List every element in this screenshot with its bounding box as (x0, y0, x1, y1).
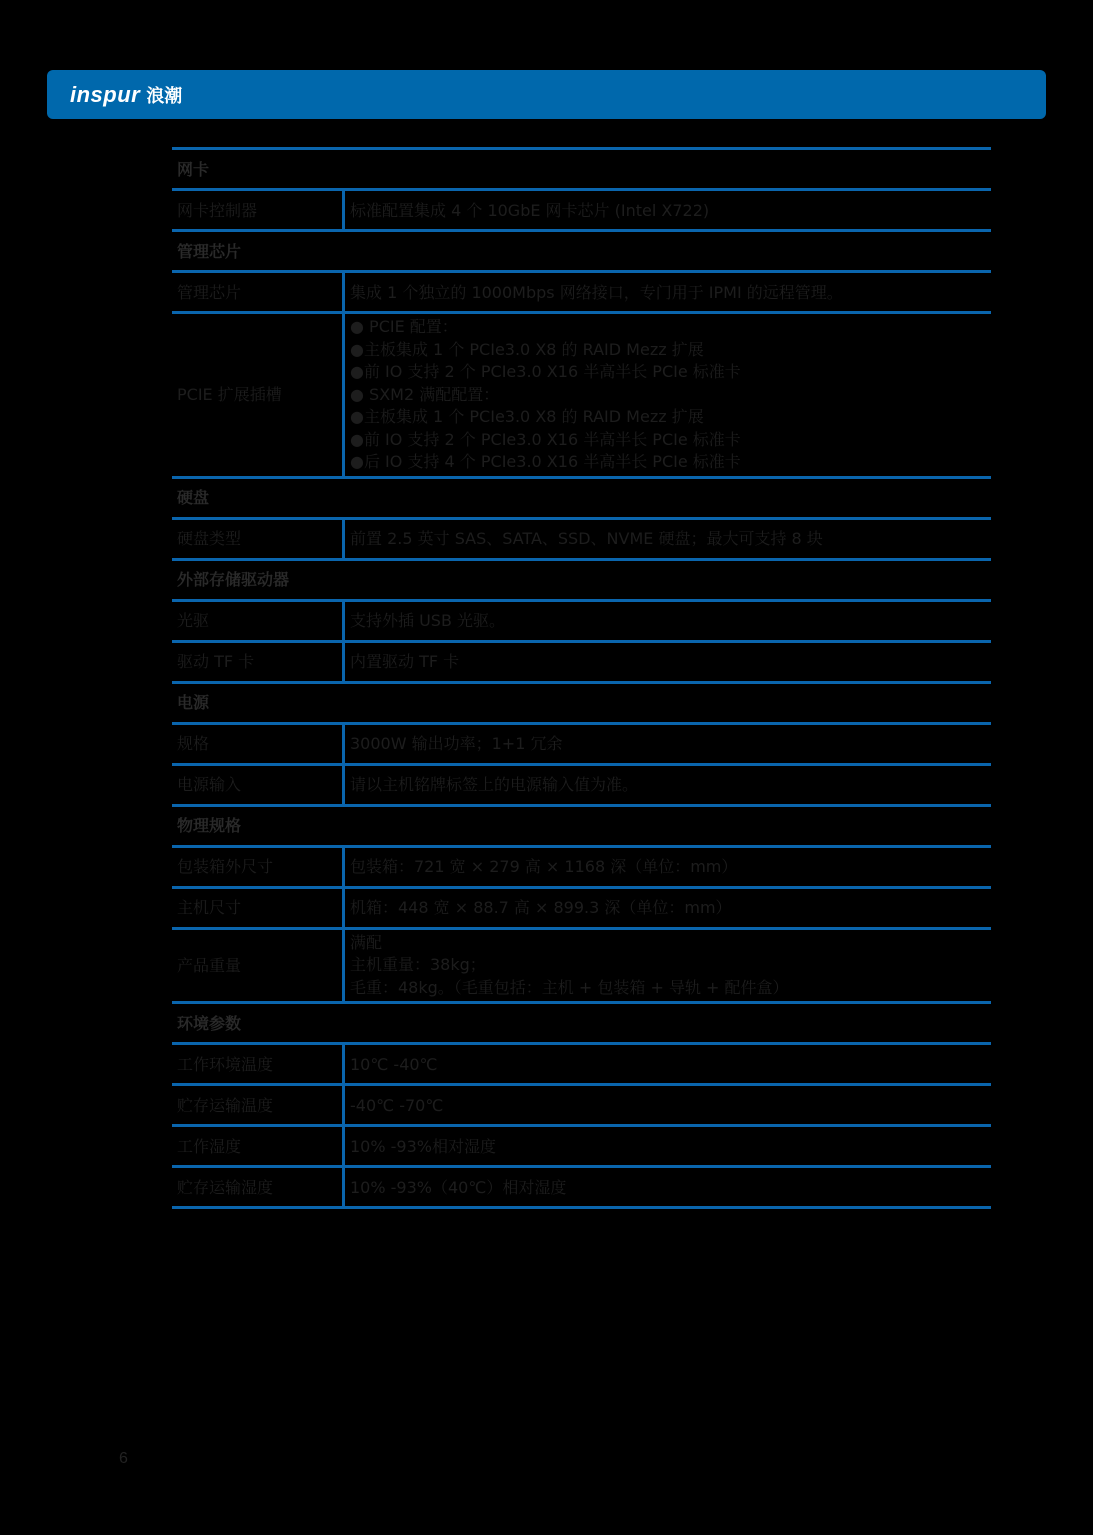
row-label: 包装箱外尺寸 (172, 846, 344, 887)
row-value: 机箱：448 宽 × 88.7 高 × 899.3 深（单位：mm） (344, 887, 992, 928)
table-row-multiline (172, 313, 991, 478)
section-title: 管理芯片 (172, 231, 991, 272)
row-value-list (344, 928, 992, 1003)
row-label: 主机尺寸 (172, 887, 344, 928)
table-row (172, 1126, 991, 1167)
table-row (172, 190, 991, 231)
section-header-row (172, 1003, 991, 1044)
weight-line: 主机重量：38kg； (350, 955, 486, 974)
row-label: PCIE 扩展插槽 (172, 313, 344, 478)
section-header-row (172, 477, 991, 518)
pcie-line: ●前 IO 支持 2 个 PCIe3.0 X16 半高半长 PCIe 标准卡 (350, 429, 741, 449)
pcie-line: ● PCIE 配置： (350, 317, 458, 336)
table-row (172, 1085, 991, 1126)
logo-chinese-text: 浪潮 (146, 86, 183, 107)
row-label: 网卡控制器 (172, 190, 344, 231)
row-label: 贮存运输温度 (172, 1085, 344, 1126)
row-value: -40℃ -70℃ (344, 1085, 992, 1126)
row-value: 支持外插 USB 光驱。 (344, 600, 992, 641)
pcie-line: ●主板集成 1 个 PCIe3.0 X8 的 RAID Mezz 扩展 (350, 339, 704, 359)
table-row (172, 1167, 991, 1208)
weight-line: 满配 (350, 932, 383, 952)
section-title: 硬盘 (172, 477, 991, 518)
table-row (172, 887, 991, 928)
pcie-line: ● SXM2 满配配置： (350, 384, 500, 404)
row-value: 前置 2.5 英寸 SAS、SATA、SSD、NVME 硬盘；最大可支持 8 块 (344, 518, 992, 559)
page-number: 6 (119, 1450, 128, 1467)
logo-latin-text: inspur (70, 82, 141, 107)
section-title: 环境参数 (172, 1003, 991, 1044)
row-value-list (344, 313, 992, 478)
row-value: 内置驱动 TF 卡 (344, 641, 992, 682)
section-title: 物理规格 (172, 805, 991, 846)
row-value: 10% -93%相对湿度 (344, 1126, 992, 1167)
table-row-multiline (172, 928, 991, 1003)
row-label: 驱动 TF 卡 (172, 641, 344, 682)
inspur-logo (70, 79, 182, 111)
row-value: 请以主机铭牌标签上的电源输入值为准。 (344, 764, 992, 805)
table-row (172, 600, 991, 641)
section-header-row (172, 149, 991, 190)
section-header-row (172, 682, 991, 723)
row-label: 工作环境温度 (172, 1044, 344, 1085)
row-value: 包装箱：721 宽 × 279 高 × 1168 深（单位：mm） (344, 846, 992, 887)
row-value: 10% -93%（40℃）相对湿度 (344, 1167, 992, 1208)
table-row (172, 518, 991, 559)
table-row (172, 846, 991, 887)
table-row (172, 723, 991, 764)
row-value: 10℃ -40℃ (344, 1044, 992, 1085)
table-row (172, 641, 991, 682)
row-label: 硬盘类型 (172, 518, 344, 559)
weight-line: 毛重：48kg。（毛重包括：主机 + 包装箱 + 导轨 + 配件盒） (350, 977, 789, 997)
row-label: 工作湿度 (172, 1126, 344, 1167)
row-value: 3000W 输出功率；1+1 冗余 (344, 723, 992, 764)
pcie-line: ●后 IO 支持 4 个 PCIe3.0 X16 半高半长 PCIe 标准卡 (350, 452, 741, 471)
row-label: 光驱 (172, 600, 344, 641)
table-row (172, 764, 991, 805)
row-label: 规格 (172, 723, 344, 764)
row-label: 管理芯片 (172, 272, 344, 313)
pcie-line: ●主板集成 1 个 PCIe3.0 X8 的 RAID Mezz 扩展 (350, 407, 704, 426)
section-header-row (172, 559, 991, 600)
spec-table (172, 147, 991, 1209)
section-title: 电源 (172, 682, 991, 723)
table-row (172, 1044, 991, 1085)
row-value: 集成 1 个独立的 1000Mbps 网络接口，专门用于 IPMI 的远程管理。 (344, 272, 992, 313)
row-value: 标准配置集成 4 个 10GbE 网卡芯片 (Intel X722) (344, 190, 992, 231)
section-title: 网卡 (172, 149, 991, 190)
row-label: 产品重量 (172, 928, 344, 1003)
table-row (172, 272, 991, 313)
section-header-row (172, 231, 991, 272)
section-header-row (172, 805, 991, 846)
pcie-line: ●前 IO 支持 2 个 PCIe3.0 X16 半高半长 PCIe 标准卡 (350, 362, 741, 381)
row-label: 电源输入 (172, 764, 344, 805)
section-title: 外部存储驱动器 (172, 559, 991, 600)
header-bar (47, 70, 1046, 119)
row-label: 贮存运输湿度 (172, 1167, 344, 1208)
